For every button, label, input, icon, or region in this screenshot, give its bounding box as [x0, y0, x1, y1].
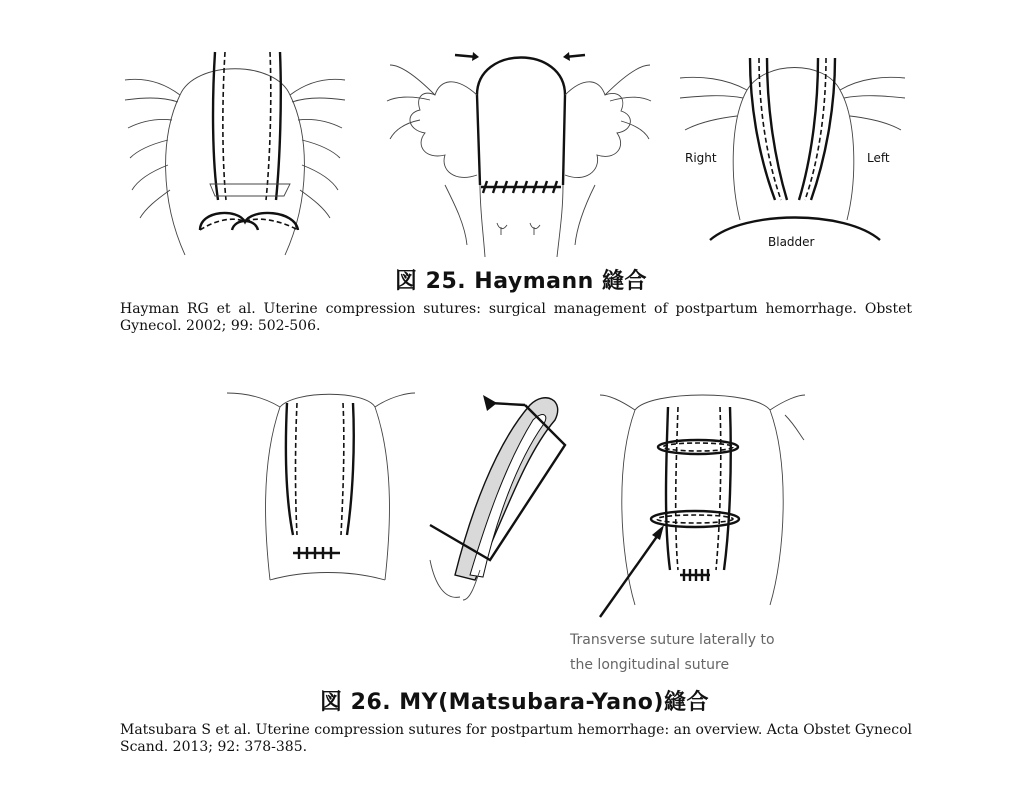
- fig25-panel-3: [675, 40, 910, 255]
- figure25-caption: 図 25. Haymann 縫合: [395, 269, 647, 294]
- transverse-suture-annotation: [570, 628, 775, 678]
- label-bladder: Bladder: [768, 235, 815, 249]
- label-left: Left: [867, 151, 890, 165]
- label-right: Right: [685, 151, 717, 165]
- annotation-line-2: the longitudinal suture: [570, 657, 730, 673]
- annotation-line-1: Transverse suture laterally to: [570, 632, 775, 648]
- figure25-reference: Hayman RG et al. Uterine compression sutures: surgical management of postpartum hemorrhage. Obstet Gynecol. 2002; 99: 502-506.: [120, 301, 912, 334]
- figure26-caption: 図 26. MY(Matsubara-Yano)縫合: [320, 690, 709, 715]
- fig25-panel-1: [120, 40, 350, 260]
- fig25-panel-2: [385, 35, 655, 260]
- fig26-panel-1: [225, 385, 415, 585]
- figure26-reference: Matsubara S et al. Uterine compression sutures for postpartum hemorrhage: an overview. Acta Obstet Gynecol Scand. 2013; 92: 378-385.: [120, 722, 912, 755]
- fig26-panel-3: [600, 385, 805, 615]
- fig26-panel-2: [415, 385, 585, 610]
